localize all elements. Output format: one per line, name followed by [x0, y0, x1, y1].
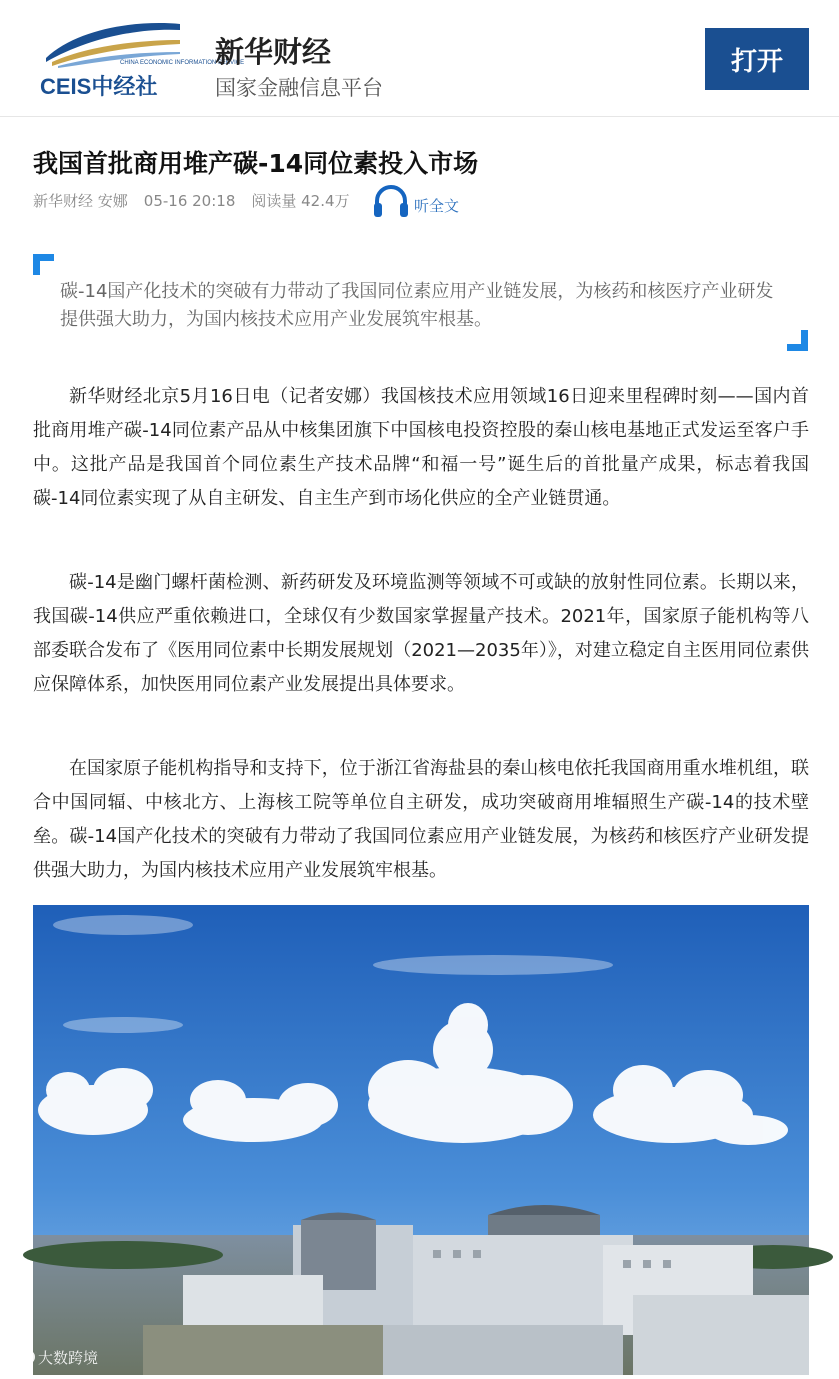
- app-header: [0, 0, 839, 117]
- article-datetime: 05-16 20:18: [143, 191, 236, 210]
- article-reads: 阅读量 42.4万: [251, 192, 350, 210]
- article-paragraph: 在国家原子能机构指导和支持下，位于浙江省海盐县的秦山核电依托我国商用重水堆机组，联合中国同辐、中核北方、上海核工院等单位自主研发，成功突破商用堆辐照生产碳-14的技术壁垒。碳-14国产化技术的突破有力带动了我国同位素应用产业链发展，为核药和核医疗产业研发提供强大助力，为国内核技术应用产业发展筑牢根基。: [33, 758, 809, 881]
- headphones-icon: [372, 184, 410, 218]
- brand-name: 新华财经: [215, 35, 332, 69]
- article-photo: [33, 905, 809, 1375]
- logo-text: CEIS中经社: [40, 74, 158, 99]
- listen-full-button[interactable]: [372, 184, 459, 218]
- brand-subtitle: 国家金融信息平台: [215, 76, 383, 100]
- article-paragraph: 新华财经北京5月16日电（记者安娜）我国核技术应用领域16日迎来里程碑时刻——国内首批商用堆产碳-14同位素产品从中核集团旗下中国核电投资控股的秦山核电基地正式发运至客户手中。这批产品是我国首个同位素生产技术品牌“和福一号”诞生后的首批量产成果，标志着我国碳-14同位素实现了从自主研发、自主生产到市场化供应的全产业链贯通。: [33, 386, 809, 509]
- nuclear-plant-illustration: [33, 905, 809, 1375]
- image-watermark: [8, 1346, 98, 1368]
- ceis-logo: [38, 18, 245, 99]
- quote-open-mark: [33, 254, 54, 275]
- quote-close-mark: [787, 330, 808, 351]
- article-summary: 碳-14国产化技术的突破有力带动了我国同位素应用产业链发展，为核药和核医疗产业研发提供强大助力，为国内核技术应用产业发展筑牢根基。: [60, 281, 774, 330]
- listen-label: 听全文: [414, 197, 460, 215]
- watermark-text: 大数跨境: [38, 1348, 99, 1367]
- logo-small-text: CHINA ECONOMIC INFORMATION SERVICE: [120, 60, 245, 66]
- open-app-button[interactable]: 打开: [705, 28, 809, 90]
- article-paragraph: 碳-14是幽门螺杆菌检测、新药研发及环境监测等领域不可或缺的放射性同位素。长期以来，我国碳-14供应严重依赖进口，全球仅有少数国家掌握量产技术。2021年，国家原子能机构等八部委联合发布了《医用同位素中长期发展规划（2021—2035年）》，对建立稳定自主医用同位素供应保障体系，加快医用同位素产业发展提出具体要求。: [33, 572, 809, 695]
- article-title: 我国首批商用堆产碳-14同位素投入市场: [33, 149, 479, 178]
- article-meta: [33, 190, 366, 211]
- article-source: 新华财经 安娜: [33, 192, 128, 210]
- watermark-logo-icon: [8, 1346, 38, 1368]
